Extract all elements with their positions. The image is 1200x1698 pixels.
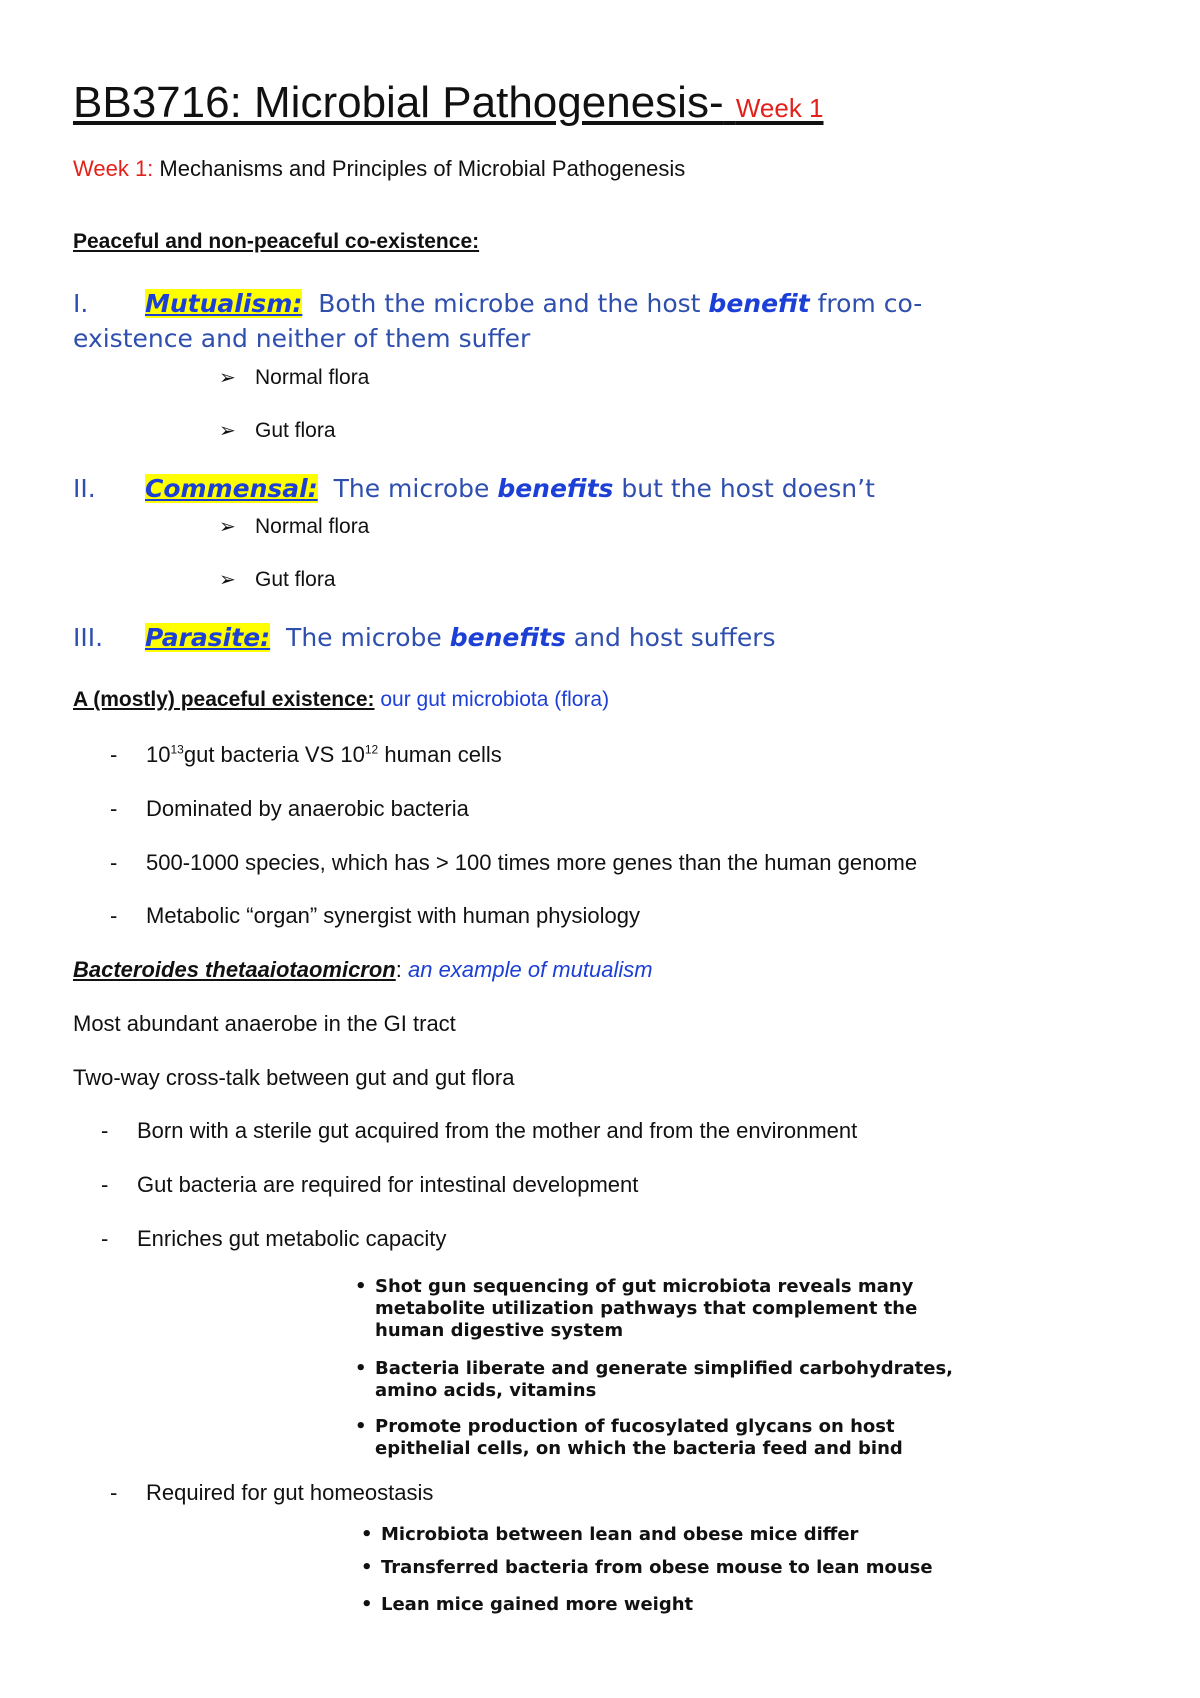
- page-title: [73, 78, 824, 128]
- section-text: but the host doesn’t: [613, 474, 875, 503]
- microbiota-heading-note: our gut microbiota (flora): [374, 688, 610, 711]
- list-item-text: Normal flora: [255, 366, 370, 389]
- list-item-text: Metabolic “organ” synergist with human physiology: [146, 903, 641, 928]
- section-commensal: [73, 474, 875, 503]
- list-item: [110, 850, 917, 876]
- figure-bullet: [355, 1416, 975, 1460]
- figure-text: Microbiota between lean and obese mice differ: [381, 1524, 859, 1545]
- dash-bullet-icon: -: [110, 850, 118, 875]
- number-base: 10: [146, 742, 171, 767]
- list-item: [101, 1118, 857, 1144]
- figure-bullet: [361, 1557, 933, 1579]
- figure-bullet: [361, 1524, 859, 1546]
- emphasis: benefit: [708, 289, 810, 318]
- arrow-bullet-icon: ➢: [219, 516, 236, 538]
- bacteroides-heading-line: [73, 957, 653, 983]
- list-item: [219, 514, 369, 539]
- dash-bullet-icon: -: [110, 1480, 118, 1505]
- arrow-bullet-icon: ➢: [219, 367, 236, 389]
- section-text: from co-: [809, 289, 923, 318]
- exponent: 13: [170, 742, 184, 757]
- list-item-text: Dominated by anaerobic bacteria: [146, 796, 469, 821]
- list-item-text: Gut flora: [255, 568, 336, 591]
- arrow-bullet-icon: ➢: [219, 569, 236, 591]
- bacteroides-note: an example of mutualism: [401, 957, 653, 982]
- dash-bullet-icon: -: [110, 742, 118, 767]
- list-item-text: Born with a sterile gut acquired from the mother and from the environment: [137, 1118, 858, 1143]
- section-parasite: [73, 623, 776, 652]
- dash-bullet-icon: -: [110, 796, 118, 821]
- list-item: [219, 365, 369, 390]
- list-item: [219, 418, 336, 443]
- subtitle-text: Mechanisms and Principles of Microbial Pathogenesis: [153, 156, 686, 181]
- figure-text: Shot gun sequencing of gut microbiota reveals many metabolite utilization pathways that complement the human digestive system: [375, 1276, 918, 1341]
- list-item: [110, 903, 640, 929]
- course-title: BB3716: Microbial Pathogenesis-: [73, 78, 724, 127]
- figure-text: Transferred bacteria from obese mouse to lean mouse: [381, 1557, 933, 1578]
- figure-text: Bacteria liberate and generate simplified carbohydrates, amino acids, vitamins: [375, 1358, 954, 1401]
- dot-bullet-icon: •: [361, 1524, 373, 1545]
- list-item-text: Gut flora: [255, 419, 336, 442]
- list-item: [219, 567, 336, 592]
- colon: :: [395, 957, 402, 982]
- dot-bullet-icon: •: [355, 1416, 367, 1437]
- section-mutualism: [73, 289, 922, 318]
- list-item-text: Required for gut homeostasis: [146, 1480, 434, 1505]
- dash-bullet-icon: -: [110, 903, 118, 928]
- figure-bullet: [361, 1594, 694, 1616]
- list-item: [110, 796, 469, 822]
- figure-bullet: [355, 1358, 995, 1402]
- title-week: Week 1: [735, 93, 824, 123]
- arrow-bullet-icon: ➢: [219, 420, 236, 442]
- list-item-text: Gut bacteria are required for intestinal development: [137, 1172, 639, 1197]
- bacteroides-line: Two-way cross-talk between gut and gut flora: [73, 1065, 515, 1090]
- section-text: Both the microbe and the host: [302, 289, 709, 318]
- dash-bullet-icon: -: [101, 1118, 109, 1143]
- emphasis: benefits: [497, 474, 614, 503]
- list-item: [110, 742, 502, 768]
- section-numeral: II.: [73, 474, 96, 503]
- subtitle-week-label: Week 1:: [73, 156, 154, 181]
- dash-bullet-icon: -: [101, 1226, 109, 1251]
- list-item: [110, 1480, 433, 1506]
- section-text: and host suffers: [565, 623, 776, 652]
- dot-bullet-icon: •: [355, 1358, 367, 1379]
- bacteroides-name: Bacteroides thetaaiotaomicron: [73, 957, 396, 982]
- list-item: [101, 1172, 638, 1198]
- section-mutualism-continuation: existence and neither of them suffer: [73, 324, 531, 353]
- figure-text: Lean mice gained more weight: [381, 1594, 694, 1615]
- microbiota-heading-line: [73, 688, 609, 712]
- coexistence-heading: Peaceful and non-peaceful co-existence:: [73, 230, 480, 253]
- term-commensal: Commensal:: [145, 474, 318, 503]
- figure-text: Promote production of fucosylated glycans on host epithelial cells, on which the bacteria feed and bind: [375, 1416, 903, 1459]
- section-numeral: III.: [73, 623, 104, 652]
- list-item-text: 500-1000 species, which has > 100 times more genes than the human genome: [146, 850, 918, 875]
- list-item-text: Enriches gut metabolic capacity: [137, 1226, 447, 1251]
- term-mutualism: Mutualism:: [145, 289, 303, 318]
- emphasis: benefits: [449, 623, 566, 652]
- figure-bullet: [355, 1276, 935, 1342]
- list-item-text: gut bacteria VS 10: [183, 742, 365, 767]
- dot-bullet-icon: •: [361, 1594, 373, 1615]
- list-item: [101, 1226, 446, 1252]
- microbiota-heading: A (mostly) peaceful existence:: [73, 688, 375, 711]
- dot-bullet-icon: •: [355, 1276, 367, 1297]
- dot-bullet-icon: •: [361, 1557, 373, 1578]
- list-item-text: Normal flora: [255, 515, 370, 538]
- bacteroides-line: Most abundant anaerobe in the GI tract: [73, 1011, 456, 1036]
- section-text: The microbe: [317, 474, 498, 503]
- term-parasite: Parasite:: [145, 623, 271, 652]
- dash-bullet-icon: -: [101, 1172, 109, 1197]
- section-text: The microbe: [270, 623, 450, 652]
- list-item-text: human cells: [378, 742, 502, 767]
- subtitle: [73, 156, 685, 182]
- exponent: 12: [364, 742, 379, 757]
- section-numeral: I.: [73, 289, 89, 318]
